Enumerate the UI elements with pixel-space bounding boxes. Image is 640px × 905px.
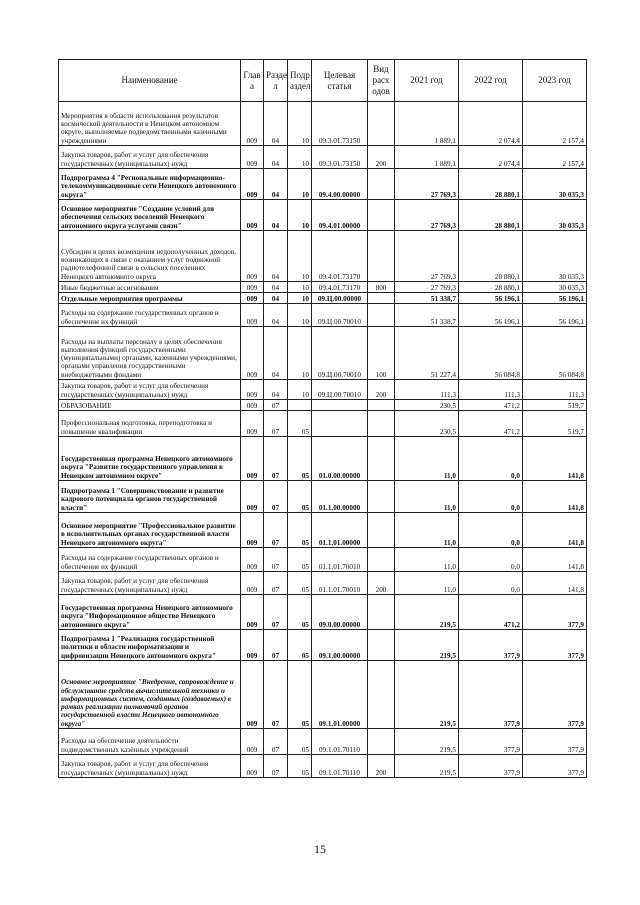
cell-2023: 2 157,4 (523, 146, 587, 169)
cell-2023: 141,8 (523, 548, 587, 572)
cell-statya: 09.1.01.70110 (312, 729, 368, 755)
cell-podrazdel: 10 (288, 102, 312, 146)
cell-2021: 219,5 (395, 755, 459, 778)
cell-2021: 111,3 (395, 380, 459, 400)
cell-name: Подпрограмма 4 "Региональные информационно-телекоммуникационные сети Ненецкого автономного округа" (59, 169, 241, 200)
cell-vid (368, 630, 395, 661)
cell-2022: 28 880,1 (459, 231, 523, 282)
cell-statya: 09.1.01.70110 (312, 755, 368, 778)
cell-razdel: 07 (264, 595, 288, 630)
cell-statya: 09.4.01.73170 (312, 231, 368, 282)
cell-2021: 51 227,4 (395, 327, 459, 380)
cell-2021: 11,0 (395, 548, 459, 572)
cell-2021: 230,5 (395, 411, 459, 437)
cell-name: Закупка товаров, работ и услуг для обеспечения государственных (муниципальных) нужд (59, 146, 241, 169)
header-glava: Глав а (241, 60, 264, 102)
cell-2022: 377,9 (459, 755, 523, 778)
cell-vid (368, 595, 395, 630)
table-row (59, 437, 587, 481)
table-row (59, 411, 587, 437)
table-row (59, 729, 587, 755)
cell-vid: 800 (368, 282, 395, 293)
cell-statya: 01.0.00.00000 (312, 437, 368, 481)
cell-podrazdel: 10 (288, 327, 312, 380)
table-row (59, 661, 587, 729)
cell-statya: 09.Ц.00.70010 (312, 380, 368, 400)
cell-vid (368, 729, 395, 755)
cell-razdel: 07 (264, 513, 288, 548)
cell-razdel: 04 (264, 200, 288, 231)
table-row (59, 304, 587, 327)
header-name: Наименование (59, 60, 241, 102)
cell-2021: 1 889,1 (395, 102, 459, 146)
cell-2023: 56 196,1 (523, 293, 587, 304)
cell-name: Подпрограмма 1 "Совершенствование и развитие кадрового потенциала органов государственной власти" (59, 481, 241, 513)
cell-name: Закупка товаров, работ и услуг для обеспечения государственных (муниципальных) нужд (59, 380, 241, 400)
cell-2022: 111,3 (459, 380, 523, 400)
cell-podrazdel: 05 (288, 755, 312, 778)
cell-2022: 2 074,4 (459, 146, 523, 169)
cell-statya: 09.4.01.00000 (312, 200, 368, 231)
cell-name: Государственная программа Ненецкого автономного округа "Информационное общество Ненецкого автономного округа" (59, 595, 241, 630)
header-2022: 2022 год (459, 60, 523, 102)
cell-statya: 09.3.01.73150 (312, 146, 368, 169)
table-row (59, 231, 587, 282)
cell-podrazdel: 05 (288, 437, 312, 481)
cell-razdel: 04 (264, 327, 288, 380)
cell-2022: 28 880,1 (459, 200, 523, 231)
header-razdel: Разде л (264, 60, 288, 102)
cell-statya: 09.Ц.00.00000 (312, 293, 368, 304)
cell-podrazdel: 05 (288, 411, 312, 437)
cell-vid (368, 304, 395, 327)
cell-podrazdel: 05 (288, 481, 312, 513)
cell-glava: 009 (241, 200, 264, 231)
cell-2021: 219,5 (395, 729, 459, 755)
cell-name: Профессиональная подготовка, переподготовка и повышение квалификации (59, 411, 241, 437)
cell-name: Расходы на содержание государственных органов и обеспечение их функций (59, 548, 241, 572)
cell-razdel: 04 (264, 169, 288, 200)
table-row (59, 282, 587, 293)
cell-razdel: 07 (264, 630, 288, 661)
cell-2021: 230,5 (395, 400, 459, 411)
cell-2022: 56 084,8 (459, 327, 523, 380)
cell-name: Закупка товаров, работ и услуг для обеспечения государственных (муниципальных) нужд (59, 572, 241, 595)
cell-2022: 2 074,4 (459, 102, 523, 146)
cell-podrazdel: 05 (288, 572, 312, 595)
cell-podrazdel: 05 (288, 548, 312, 572)
cell-glava: 009 (241, 572, 264, 595)
cell-podrazdel: 10 (288, 293, 312, 304)
cell-2023: 141,8 (523, 437, 587, 481)
cell-podrazdel: 10 (288, 169, 312, 200)
cell-2023: 30 035,3 (523, 231, 587, 282)
cell-statya: 09.4.01.73170 (312, 282, 368, 293)
cell-glava: 009 (241, 729, 264, 755)
cell-podrazdel: 05 (288, 513, 312, 548)
cell-2022: 0,0 (459, 481, 523, 513)
cell-statya: 01.1.01.70010 (312, 548, 368, 572)
table-header-row (59, 60, 587, 102)
cell-name: Закупка товаров, работ и услуг для обеспечения государственных (муниципальных) нужд (59, 755, 241, 778)
cell-razdel: 07 (264, 572, 288, 595)
cell-razdel: 07 (264, 755, 288, 778)
cell-glava: 009 (241, 231, 264, 282)
cell-podrazdel: 10 (288, 380, 312, 400)
cell-2023: 30 035,3 (523, 282, 587, 293)
cell-2021: 219,5 (395, 630, 459, 661)
cell-razdel: 04 (264, 293, 288, 304)
cell-podrazdel: 10 (288, 282, 312, 293)
cell-glava: 009 (241, 661, 264, 729)
cell-vid (368, 548, 395, 572)
cell-razdel: 07 (264, 729, 288, 755)
cell-podrazdel: 10 (288, 146, 312, 169)
cell-2023: 141,8 (523, 572, 587, 595)
cell-razdel: 04 (264, 102, 288, 146)
cell-2022: 471,2 (459, 400, 523, 411)
cell-podrazdel: 05 (288, 661, 312, 729)
cell-name: Основное мероприятие "Внедрение, сопровождение и обслуживание средств вычислительной техники и информационных систем, созданных (создаваемых) в рамках реализации полномочий органов государственной власти Ненецкого автономного округа" (59, 661, 241, 729)
cell-2022: 28 880,1 (459, 282, 523, 293)
table-row (59, 102, 587, 146)
cell-2023: 377,9 (523, 755, 587, 778)
table-row (59, 630, 587, 661)
cell-2022: 0,0 (459, 572, 523, 595)
cell-vid (368, 411, 395, 437)
cell-2021: 11,0 (395, 437, 459, 481)
cell-statya (312, 411, 368, 437)
cell-statya: 09.4.00.00000 (312, 169, 368, 200)
cell-name: Подпрограмма 1 "Реализация государственной политики в области информатизации и цифровизации Ненецкого автономного округа" (59, 630, 241, 661)
cell-2021: 11,0 (395, 572, 459, 595)
cell-statya: 01.1.01.70010 (312, 572, 368, 595)
cell-vid (368, 231, 395, 282)
cell-2023: 30 035,3 (523, 200, 587, 231)
header-vid: Вид расх одов (368, 60, 395, 102)
cell-razdel: 07 (264, 400, 288, 411)
cell-glava: 009 (241, 304, 264, 327)
cell-glava: 009 (241, 548, 264, 572)
header-2023: 2023 год (523, 60, 587, 102)
cell-podrazdel: 05 (288, 595, 312, 630)
cell-vid (368, 400, 395, 411)
cell-vid (368, 293, 395, 304)
cell-glava: 009 (241, 411, 264, 437)
cell-2022: 56 196,1 (459, 293, 523, 304)
cell-2023: 377,9 (523, 630, 587, 661)
table-row (59, 327, 587, 380)
cell-2023: 519,7 (523, 400, 587, 411)
cell-vid (368, 169, 395, 200)
cell-glava: 009 (241, 630, 264, 661)
cell-name: Мероприятия в области использования результатов космической деятельности в Ненецком автономном округе, выполняемые подведомственными казенными учреждениями (59, 102, 241, 146)
cell-2023: 377,9 (523, 595, 587, 630)
cell-2021: 51 338,7 (395, 293, 459, 304)
cell-2022: 56 196,1 (459, 304, 523, 327)
table-row (59, 572, 587, 595)
cell-2021: 219,5 (395, 661, 459, 729)
cell-2021: 1 889,1 (395, 146, 459, 169)
cell-vid: 100 (368, 327, 395, 380)
cell-statya (312, 400, 368, 411)
cell-vid (368, 200, 395, 231)
cell-2022: 0,0 (459, 437, 523, 481)
cell-razdel: 04 (264, 380, 288, 400)
cell-2023: 111,3 (523, 380, 587, 400)
cell-podrazdel (288, 400, 312, 411)
cell-name: Расходы на содержание государственных органов и обеспечение их функций (59, 304, 241, 327)
cell-2021: 11,0 (395, 513, 459, 548)
cell-glava: 009 (241, 327, 264, 380)
table-row (59, 481, 587, 513)
cell-podrazdel: 05 (288, 729, 312, 755)
cell-razdel: 07 (264, 661, 288, 729)
table-row (59, 146, 587, 169)
cell-name: Основное мероприятие "Создание условий для обеспечения сельских поселений Ненецкого автономного округа услугами связи" (59, 200, 241, 231)
cell-glava: 009 (241, 293, 264, 304)
cell-statya: 01.1.00.00000 (312, 481, 368, 513)
cell-2022: 0,0 (459, 548, 523, 572)
cell-name: Основное мероприятие "Профессиональное развитие в исполнительных органах государственной власти Ненецкого автономного округа" (59, 513, 241, 548)
cell-2021: 51 338,7 (395, 304, 459, 327)
cell-2022: 471,2 (459, 595, 523, 630)
cell-2023: 2 157,4 (523, 102, 587, 146)
table-row (59, 200, 587, 231)
cell-2022: 377,9 (459, 630, 523, 661)
header-2021: 2021 год (395, 60, 459, 102)
budget-table (58, 59, 587, 778)
cell-2021: 219,5 (395, 595, 459, 630)
cell-2023: 56 196,1 (523, 304, 587, 327)
cell-2022: 28 880,1 (459, 169, 523, 200)
table-row (59, 513, 587, 548)
cell-name: Расходы на выплаты персоналу в целях обеспечения выполнения функций государственными (муниципальными) органами, казенными учреждениями, органами управления государственными внебюджетными фондами (59, 327, 241, 380)
cell-2021: 11,0 (395, 481, 459, 513)
cell-2023: 56 084,8 (523, 327, 587, 380)
cell-2022: 0,0 (459, 513, 523, 548)
cell-name: Расходы на обеспечение деятельности подведомственных казённых учреждений (59, 729, 241, 755)
cell-glava: 009 (241, 169, 264, 200)
cell-statya: 09.Ц.00.70010 (312, 327, 368, 380)
header-podrazdel: Подр аздел (288, 60, 312, 102)
cell-vid (368, 481, 395, 513)
cell-glava: 009 (241, 146, 264, 169)
table-row (59, 380, 587, 400)
cell-glava: 009 (241, 755, 264, 778)
cell-2023: 30 035,3 (523, 169, 587, 200)
cell-vid: 200 (368, 572, 395, 595)
cell-2023: 141,8 (523, 513, 587, 548)
table-row (59, 755, 587, 778)
cell-statya: 09.1.00.00000 (312, 630, 368, 661)
cell-statya: 09.Ц.00.70010 (312, 304, 368, 327)
cell-2023: 141,8 (523, 481, 587, 513)
cell-glava: 009 (241, 481, 264, 513)
cell-vid (368, 437, 395, 481)
cell-statya: 09.0.00.00000 (312, 595, 368, 630)
cell-razdel: 04 (264, 304, 288, 327)
cell-glava: 009 (241, 380, 264, 400)
cell-2023: 519,7 (523, 411, 587, 437)
cell-2021: 27 769,3 (395, 200, 459, 231)
cell-2021: 27 769,3 (395, 282, 459, 293)
cell-podrazdel: 10 (288, 231, 312, 282)
cell-glava: 009 (241, 513, 264, 548)
header-statya: Целевая статья (312, 60, 368, 102)
cell-name: Иные бюджетные ассигнования (59, 282, 241, 293)
cell-2022: 471,2 (459, 411, 523, 437)
cell-podrazdel: 05 (288, 630, 312, 661)
cell-razdel: 04 (264, 231, 288, 282)
cell-name: Государственная программа Ненецкого автономного округа "Развитие государственного управления в Ненецком автономном округе" (59, 437, 241, 481)
cell-razdel: 07 (264, 548, 288, 572)
cell-2021: 27 769,3 (395, 169, 459, 200)
table-row (59, 293, 587, 304)
cell-2023: 377,9 (523, 729, 587, 755)
cell-statya: 09.3.01.73150 (312, 102, 368, 146)
cell-razdel: 04 (264, 282, 288, 293)
cell-razdel: 07 (264, 481, 288, 513)
cell-vid: 200 (368, 146, 395, 169)
cell-podrazdel: 10 (288, 200, 312, 231)
table-row (59, 400, 587, 411)
cell-2021: 27 769,3 (395, 231, 459, 282)
cell-glava: 009 (241, 102, 264, 146)
table-row (59, 548, 587, 572)
cell-vid (368, 102, 395, 146)
cell-2023: 377,9 (523, 661, 587, 729)
cell-glava: 009 (241, 400, 264, 411)
table-row (59, 169, 587, 200)
table-row (59, 595, 587, 630)
cell-statya: 01.1.01.00000 (312, 513, 368, 548)
cell-name: ОБРАЗОВАНИЕ (59, 400, 241, 411)
cell-vid: 200 (368, 380, 395, 400)
cell-vid: 200 (368, 755, 395, 778)
cell-glava: 009 (241, 437, 264, 481)
cell-name: Субсидии в целях возмещения недополученных доходов, возникающих в связи с оказанием услуг подвижной радиотелефонной связи в сельских поселениях Ненецкого автономного округа (59, 231, 241, 282)
page-number: 15 (314, 842, 326, 856)
cell-vid (368, 513, 395, 548)
cell-glava: 009 (241, 282, 264, 293)
cell-2022: 377,9 (459, 729, 523, 755)
cell-glava: 009 (241, 595, 264, 630)
cell-razdel: 07 (264, 411, 288, 437)
cell-name: Отдельные мероприятия программы (59, 293, 241, 304)
cell-2022: 377,9 (459, 661, 523, 729)
cell-razdel: 07 (264, 437, 288, 481)
cell-vid (368, 661, 395, 729)
cell-razdel: 04 (264, 146, 288, 169)
cell-podrazdel: 10 (288, 304, 312, 327)
cell-statya: 09.1.01.00000 (312, 661, 368, 729)
